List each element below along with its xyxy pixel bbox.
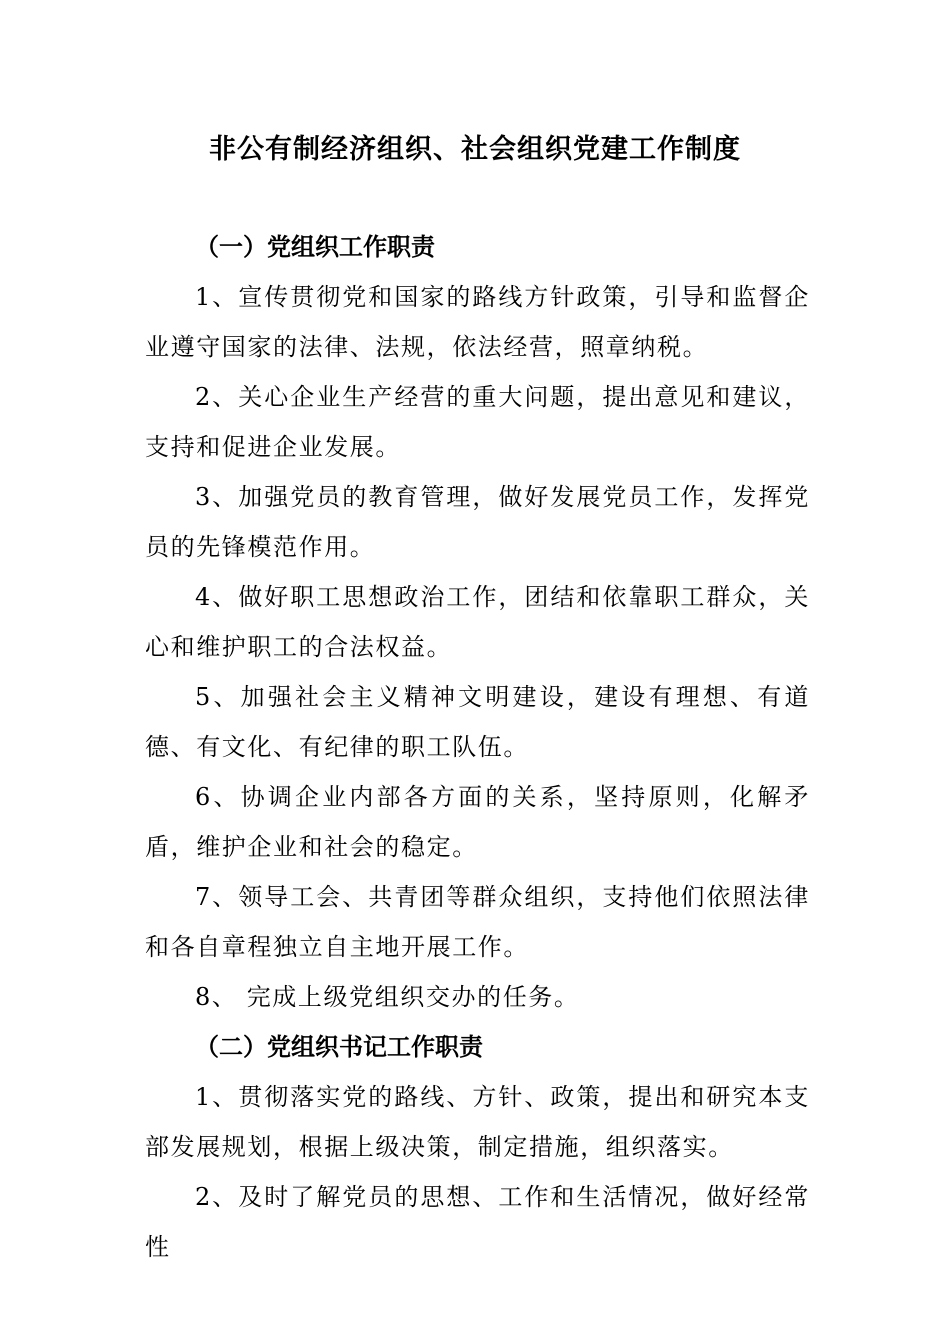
document-body bbox=[145, 222, 810, 1272]
paragraph: 8、 完成上级党组织交办的任务。 bbox=[195, 983, 580, 1011]
paragraph: 6、协调企业内部各方面的关系，坚持原则，化解矛盾，维护企业和社会的稳定。 bbox=[145, 783, 810, 861]
section-duties-party-organization bbox=[145, 222, 810, 1022]
paragraph: 2、关心企业生产经营的重大问题，提出意见和建议，支持和促进企业发展。 bbox=[145, 383, 810, 461]
paragraph: 1、贯彻落实党的路线、方针、政策，提出和研究本支部发展规划，根据上级决策，制定措施，组织落实。 bbox=[145, 1083, 810, 1161]
paragraph: 7、领导工会、共青团等群众组织，支持他们依照法律和各自章程独立自主地开展工作。 bbox=[145, 883, 810, 961]
paragraph: 4、做好职工思想政治工作，团结和依靠职工群众，关心和维护职工的合法权益。 bbox=[145, 583, 810, 661]
section-heading: （二）党组织书记工作职责 bbox=[195, 1033, 483, 1061]
document-title: 非公有制经济组织、社会组织党建工作制度 bbox=[209, 134, 741, 165]
paragraph: 3、加强党员的教育管理，做好发展党员工作，发挥党员的先锋模范作用。 bbox=[145, 483, 810, 561]
section-heading: （一）党组织工作职责 bbox=[195, 233, 435, 261]
paragraph: 2、及时了解党员的思想、工作和生活情况，做好经常性 bbox=[145, 1183, 810, 1261]
paragraph: 1、宣传贯彻党和国家的路线方针政策，引导和监督企业遵守国家的法律、法规，依法经营，照章纳税。 bbox=[145, 283, 810, 361]
section-duties-party-secretary bbox=[145, 1022, 810, 1272]
paragraph: 5、加强社会主义精神文明建设，建设有理想、有道德、有文化、有纪律的职工队伍。 bbox=[145, 683, 810, 761]
